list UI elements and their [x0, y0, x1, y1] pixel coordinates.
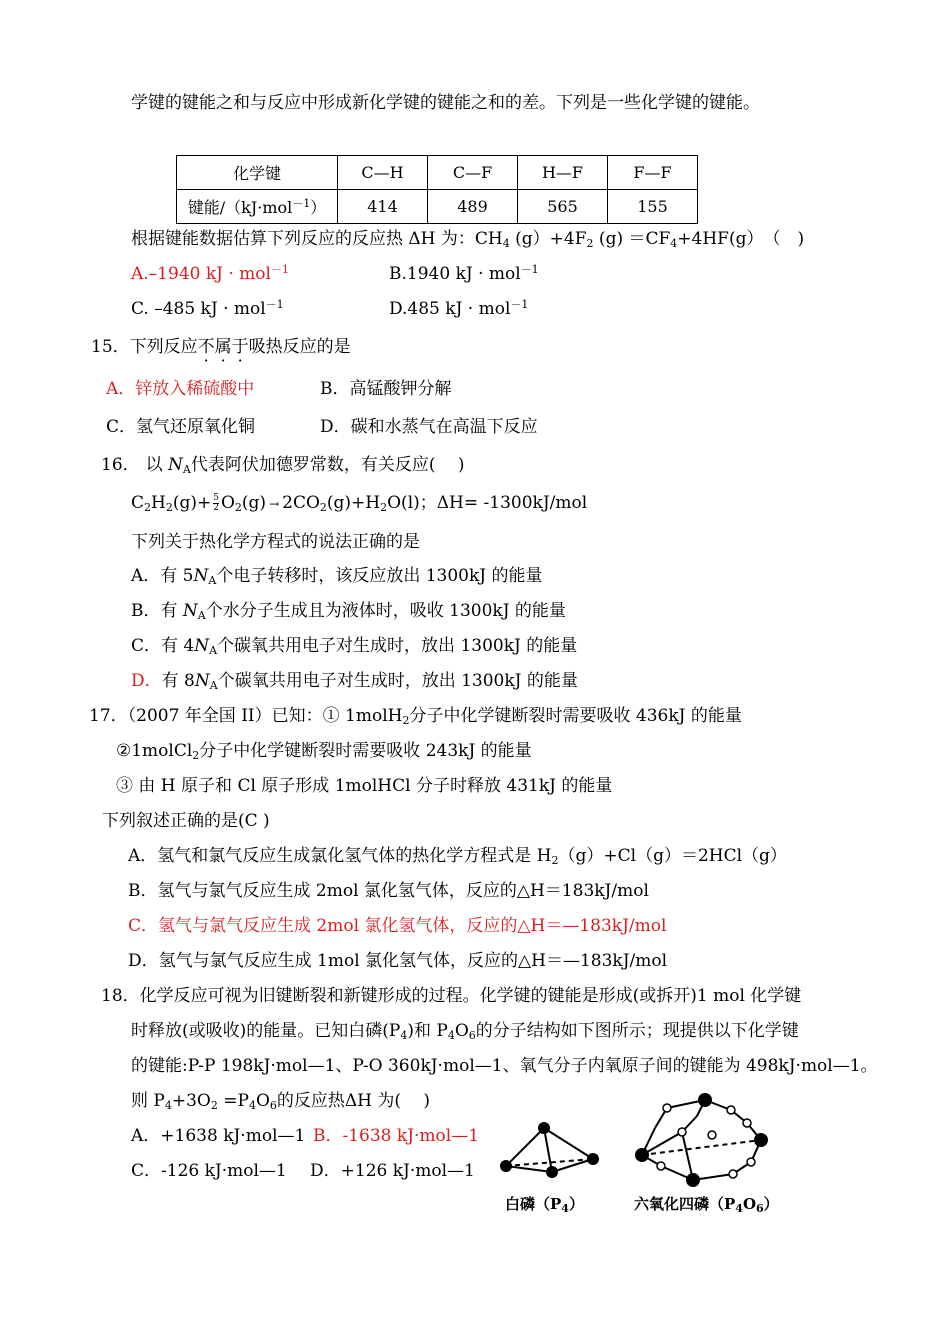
q18-option-c: C．-126 kJ·mol—1	[131, 1161, 287, 1181]
q18-option-d: D．+126 kJ·mol—1	[310, 1161, 475, 1181]
q15-option-b: B．高锰酸钾分解	[320, 379, 452, 399]
q16-option-a: A．有 $5N_A$个电子转移时，该反应放出 1300kJ 的能量	[131, 566, 543, 587]
q15-option-c: C．氢气还原氧化铜	[106, 417, 256, 437]
q18-line-1: 18．化学反应可视为旧键断裂和新键形成的过程。化学键的键能是形成(或拆开)1 mol 化学键	[101, 986, 802, 1006]
q17-option-c: C．氢气与氯气反应生成 2mol 氯化氢气体，反应的△H＝—183kJ/mol	[128, 916, 667, 936]
white-phosphorus-caption: 白磷$(P_4)$	[505, 1195, 584, 1215]
q14-option-d: D.485 kJ · mol$^{-1}$	[389, 298, 529, 319]
q16-equation: $C_2H_2(g)+$ $\frac{5}{2}$ $O_2(g) \to 2CO_2(g)+H_2O(l)$；ΔH= -1300kJ/mol	[131, 493, 588, 514]
table-header-cell: F—F	[608, 156, 698, 190]
table-cell: 565	[518, 190, 608, 224]
table-header-cell: 化学键	[177, 156, 338, 190]
white-phosphorus-structure	[494, 1115, 604, 1180]
table-cell: 414	[338, 190, 428, 224]
intro-text: 学键的键能之和与反应中形成新化学键的键能之和的差。下列是一些化学键的键能。	[131, 93, 760, 113]
q15-option-d: D．碳和水蒸气在高温下反应	[320, 417, 538, 437]
table-row-label: 键能/（kJ·mol$^{-1}$）	[177, 190, 338, 224]
q16-option-b: B．有 $N_A$个水分子生成且为液体时，吸收 1300kJ 的能量	[131, 601, 566, 622]
p4o6-structure	[625, 1088, 775, 1188]
q17-option-a: A．氢气和氯气反应生成氯化氢气体的热化学方程式是 $H_2(g)+Cl(g)=2HCl(g)$	[128, 846, 787, 867]
table-cell: 489	[428, 190, 518, 224]
table-header-cell: H—F	[518, 156, 608, 190]
q15-option-a: A．锌放入稀硫酸中	[106, 379, 255, 399]
q17-line-2: ②1molCl$_2$分子中化学键断裂时需要吸收 243kJ 的能量	[116, 741, 532, 762]
q14-option-b: B.1940 kJ · mol$^{-1}$	[389, 263, 539, 284]
q16-option-d: D．有 $8N_A$个碳氧共用电子对生成时，放出 1300kJ 的能量	[131, 671, 578, 692]
fraction: $\frac{5}{2}$	[213, 493, 219, 513]
q14-option-c: C. –485 kJ · mol$^{-1}$	[131, 298, 284, 319]
q14-option-a: A.–1940 kJ · mol$^{-1}$	[131, 263, 289, 284]
q17-option-b: B．氢气与氯气反应生成 2mol 氯化氢气体，反应的△H＝183kJ/mol	[128, 881, 649, 901]
q16-prompt: 下列关于热化学方程式的说法正确的是	[131, 532, 420, 552]
q17-line-1: 17．（2007 年全国 II）已知：① 1molH$_2$分子中化学键断裂时需要吸收 436kJ 的能量	[89, 706, 742, 727]
q14-stem: 根据键能数据估算下列反应的反应热 ΔH 为：$CH_4$ $(g)+4F_2$ $(g) =CF_4+4HF(g)$ （ )	[131, 229, 805, 250]
p4o6-caption: 六氧化四磷$(P_4O_6)$	[634, 1195, 779, 1215]
table-header-cell: C—H	[338, 156, 428, 190]
q16-stem: 16． 以 $N_A$代表阿伏加德罗常数，有关反应( )	[101, 455, 465, 476]
table-header-cell: C—F	[428, 156, 518, 190]
q17-option-d: D．氢气与氯气反应生成 1mol 氯化氢气体，反应的△H＝—183kJ/mol	[128, 951, 668, 971]
table-row	[177, 156, 698, 190]
q18-line-3: 的键能:P-P 198kJ·mol—1、P-O 360kJ·mol—1、氧气分子内氧原子间的键能为 498kJ·mol—1。	[131, 1056, 878, 1076]
q18-option-a: A．+1638 kJ·mol—1	[131, 1126, 306, 1146]
q18-line-2: 时释放(或吸收)的能量。已知白磷$(P_4)$和 $P_4O_6$的分子结构如下图所示；现提供以下化学键	[131, 1021, 799, 1042]
q15-stem: 15．下列反应不属于吸热反应的是	[91, 337, 351, 357]
table-row	[177, 190, 698, 224]
q17-line-3: ③ 由 H 原子和 Cl 原子形成 1molHCl 分子时释放 431kJ 的能量	[116, 776, 613, 796]
q17-line-4: 下列叙述正确的是(C )	[102, 811, 270, 831]
q18-line-4: 则 $P_4+3O_2 =P_4O_6$的反应热ΔH 为( )	[131, 1091, 431, 1112]
table-cell: 155	[608, 190, 698, 224]
bond-energy-table	[176, 155, 698, 224]
q18-option-b: B．-1638 kJ·mol—1	[313, 1126, 480, 1146]
q16-option-c: C．有 $4N_A$个碳氧共用电子对生成时，放出 1300kJ 的能量	[131, 636, 578, 657]
